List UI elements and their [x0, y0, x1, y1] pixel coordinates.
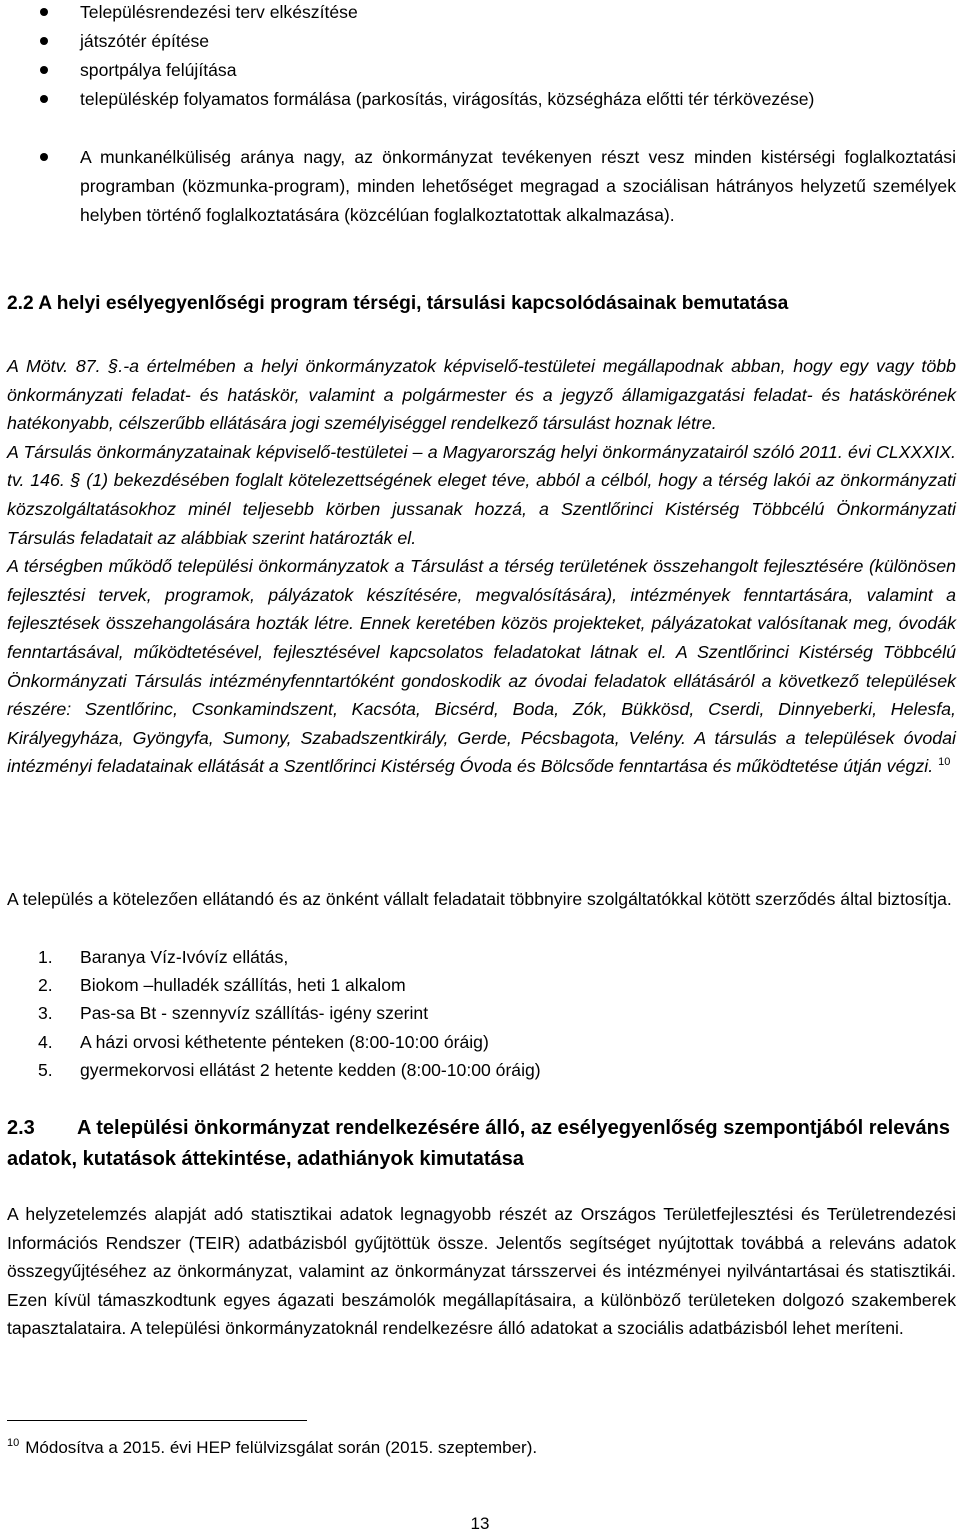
- list-item: [0, 943, 960, 971]
- paragraph: A Társulás önkormányzatainak képviselő-testületei – a Magyarország helyi önkormányzatairól szóló 2011. évi CLXXXIX. tv. 146. § (1) bekezdésében foglalt kötelezettségének eleget téve, abból a célból, hogy a térség lakói az önkormányzati közszolgáltatásokhoz minél teljesebb körben jussanak hozzá, a Szentlőrinci Kistérség Többcélú Önkormányzati Társulás feladatait az alábbiak szerint határozták el.: [7, 441, 956, 548]
- services-intro: A település a kötelezően ellátandó és az önként vállalt feladatait többnyire szolgáltatókkal kötött szerződés által biztosítja.: [7, 889, 952, 909]
- list-item: [0, 1056, 960, 1084]
- footnote-mark: 10: [7, 1437, 20, 1450]
- bullet-text: sportpálya felújítása: [80, 60, 237, 80]
- footnote-divider: [7, 1420, 307, 1421]
- section-heading-2-3: [7, 1113, 956, 1175]
- bullet-item: [0, 56, 956, 85]
- paragraph: [7, 552, 956, 781]
- list-number: 3.: [38, 1003, 53, 1024]
- section-2-3-body: A helyzetelemzés alapját adó statisztikai adatok legnagyobb részét az Országos Területfejlesztési és Területrendezési Információs Rendszer (TEIR) adatbázisból gyűjtöttük össze. Jelentős segítséget nyújtottak továbbá a releváns adatok összegyűjtéséhez az önkormányzat, valamint az önkormányzat társszervei és intézményei nyilvántartásai és statisztikái. Ezen kívül támaszkodtunk egyes ágazati beszámolók megállapításaira, a különböző területeken dolgozó szakemberek tapasztalataira. A települési önkormányzatoknál rendelkezésre álló adatokat a szociális adatbázisból lehet meríteni.: [7, 1204, 956, 1339]
- bullet-text: Településrendezési terv elkészítése: [80, 2, 358, 22]
- bullet-icon: [40, 153, 48, 161]
- list-number: 1.: [38, 947, 53, 967]
- bullet-item: [0, 0, 956, 27]
- footnote: [7, 1436, 537, 1460]
- footnote-ref[interactable]: 10: [938, 756, 951, 769]
- bullet-item: [0, 143, 956, 230]
- list-text: Pas-sa Bt - szennyvíz szállítás- igény szerint: [80, 1003, 429, 1024]
- bullet-text: játszótér építése: [80, 31, 210, 51]
- bullet-item: [0, 85, 956, 114]
- list-item: [0, 1028, 960, 1056]
- list-text: gyermekorvosi ellátást 2 hetente kedden (8:00-10:00 óráig): [80, 1059, 541, 1080]
- list-item: [0, 971, 960, 999]
- footnote-text: Módosítva a 2015. évi HEP felülvizsgálat során (2015. szeptember).: [25, 1438, 538, 1457]
- bullet-item: [0, 27, 956, 56]
- bullet-icon: [40, 95, 48, 103]
- section-heading-2-2: 2.2 A helyi esélyegyenlőségi program térségi, társulási kapcsolódásainak bemutatása: [7, 293, 789, 314]
- bullet-text: A munkanélküliség aránya nagy, az önkormányzat tevékenyen részt vesz minden kistérségi foglalkoztatási programban (közmunka-program), minden lehetőséget megragad a szociálisan hátrányos helyzetű személyek helyben történő foglalkoztatására (közcélúan foglalkoztatottak alkalmazása).: [80, 147, 956, 225]
- list-number: 5.: [38, 1059, 53, 1080]
- list-number: 4.: [38, 1031, 53, 1052]
- list-text: A házi orvosi kéthetente pénteken (8:00-10:00 óráig): [80, 1031, 489, 1052]
- section-title: A települési önkormányzat rendelkezésére álló, az esélyegyenlőség szempontjából releváns adatok, kutatások áttekintése, adathiányok kimutatása: [7, 1117, 950, 1170]
- bullet-icon: [40, 8, 48, 16]
- list-item: [0, 999, 960, 1027]
- paragraph-text: A térségben működő települési önkormányzatok a Társulást a térség területének összehangolt fejlesztésére (különösen fejlesztési tervek, programok, pályázatok készítésére, megvalósítására), intézmények fenntartására, valamint a fejlesztések összehangolására hozták létre. Ennek keretében közös projekteket, pályázatokat valósítanak meg, óvodák fenntartásával, működtetésével, fejlesztésével kapcsolatos feladatokat látnak el. A Szentlőrinci Kistérség Többcélú Önkormányzati Társulás intézményfenntartóként gondoskodik az óvodai feladatok ellátásáról a következő települések részére: Szentlőrinc, Csonkamindszent, Kacsóta, Bicsérd, Boda, Zók, Bükkösd, Cserdi, Dinnyeberki, Helesfa, Királyegyháza, Gyöngyfa, Sumony, Szabadszentkirály, Gerde, Pécsbagota, Velény. A társulás a települések óvodai intézményi feladatainak ellátását a Szentlőrinci Kistérség Óvoda és Bölcsőde fenntartása és működtetése útján végzi.: [7, 556, 956, 777]
- page-number: 13: [470, 1514, 490, 1533]
- bullet-icon: [40, 66, 48, 74]
- section-2-2-body: [7, 352, 956, 781]
- paragraph: A Mötv. 87. §.-a értelmében a helyi önkormányzatok képviselő-testületei megállapodnak abban, hogy egy vagy több önkormányzati feladat- és hatáskör, valamint a polgármester és a jegyző államigazgatási feladat- és hatáskörének hatékonyabb, célszerűbb ellátására jogi személyiséggel rendelkező társulást hoznak létre.: [7, 356, 956, 434]
- section-number: 2.3: [7, 1117, 35, 1139]
- bullet-text: településkép folyamatos formálása (parkosítás, virágosítás, községháza előtti tér térkövezése): [80, 89, 815, 109]
- list-number: 2.: [38, 975, 53, 996]
- list-text: Biokom –hulladék szállítás, heti 1 alkalom: [80, 975, 406, 996]
- services-list: [0, 943, 960, 1084]
- bullet-icon: [40, 37, 48, 45]
- list-text: Baranya Víz-Ivóvíz ellátás,: [80, 947, 289, 967]
